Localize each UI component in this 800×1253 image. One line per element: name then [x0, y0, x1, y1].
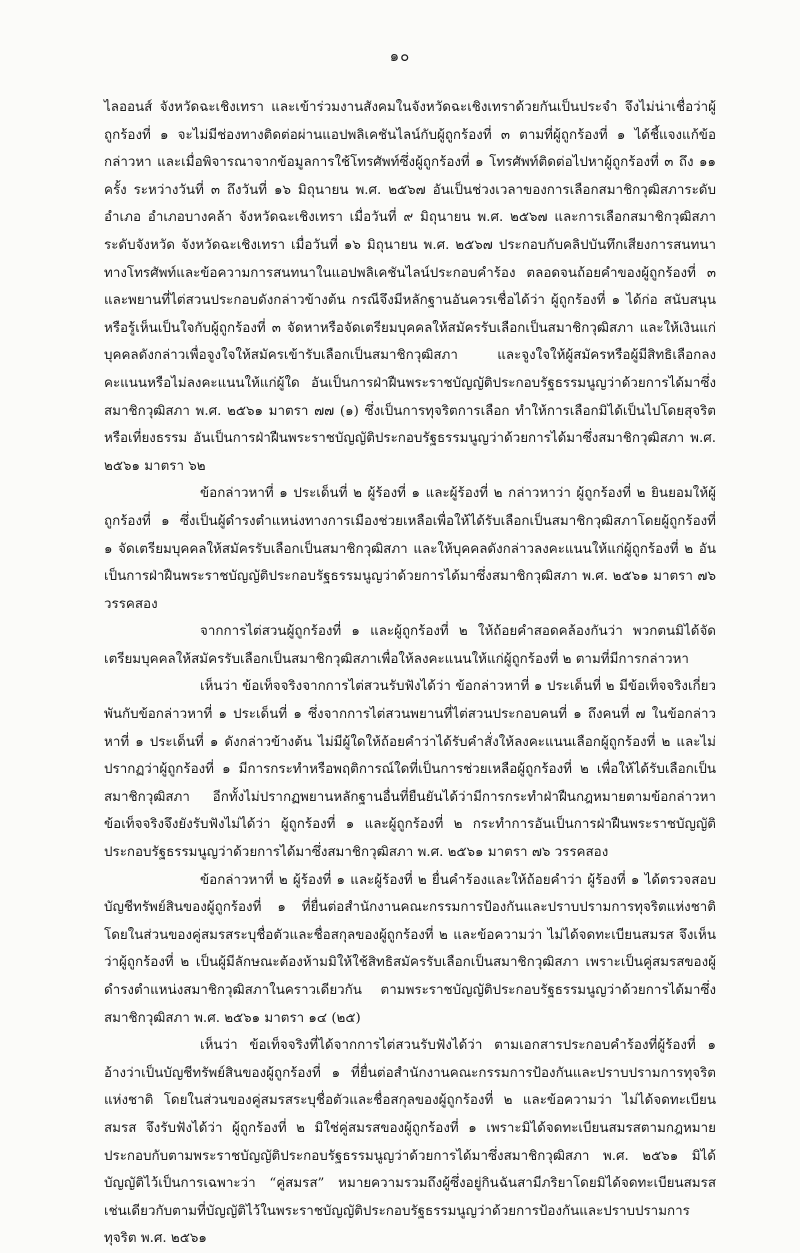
- paragraph-1-continuation: ไลออนส์ จังหวัดฉะเชิงเทรา และเข้าร่วมงานสังคมในจังหวัดฉะเชิงเทราด้วยกันเป็นประจำ จึงไม่น่าเชื่อว่าผู้ถูกร้องที่ ๑ จะไม่มีช่องทางติดต่อผ่านแอปพลิเคชันไลน์กับผู้ถูกร้องที่ ๓ ตามที่ผู้ถูกร้องที่ ๑ ได้ชี้แจงแก้ข้อกล่าวหา และเมื่อพิจารณาจากข้อมูลการใช้โทรศัพท์ซึ่งผู้ถูกร้องที่ ๑ โทรศัพท์ติดต่อไปหาผู้ถูกร้องที่ ๓ ถึง ๑๑ ครั้ง ระหว่างวันที่ ๓ ถึงวันที่ ๑๖ มิถุนายน พ.ศ. ๒๕๖๗ อันเป็นช่วงเวลาของการเลือกสมาชิกวุฒิสภาระดับอำเภอ อำเภอบางคล้า จังหวัดฉะเชิงเทรา เมื่อวันที่ ๙ มิถุนายน พ.ศ. ๒๕๖๗ และการเลือกสมาชิกวุฒิสภาระดับจังหวัด จังหวัดฉะเชิงเทรา เมื่อวันที่ ๑๖ มิถุนายน พ.ศ. ๒๕๖๗ ประกอบกับคลิปบันทึกเสียงการสนทนาทางโทรศัพท์และข้อความการสนทนาในแอปพลิเคชันไลน์ประกอบคำร้อง ตลอดจนถ้อยคำของผู้ถูกร้องที่ ๓ และพยานที่ไต่สวนประกอบดังกล่าวข้างต้น กรณีจึงมีหลักฐานอันควรเชื่อได้ว่า ผู้ถูกร้องที่ ๑ ได้ก่อ สนับสนุน หรือรู้เห็นเป็นใจกับผู้ถูกร้องที่ ๓ จัดหาหรือจัดเตรียมบุคคลให้สมัครรับเลือกเป็นสมาชิกวุฒิสภา และให้เงินแก่บุคคลดังกล่าวเพื่อจูงใจให้สมัครเข้ารับเลือกเป็นสมาชิกวุฒิสภา และจูงใจให้ผู้สมัครหรือผู้มีสิทธิเลือกลงคะแนนหรือไม่ลงคะแนนให้แก่ผู้ใด อันเป็นการฝ่าฝืนพระราชบัญญัติประกอบรัฐธรรมนูญว่าด้วยการได้มาซึ่งสมาชิกวุฒิสภา พ.ศ. ๒๕๖๑ มาตรา ๗๗ (๑) ซึ่งเป็นการทุจริตการเลือก ทำให้การเลือกมิได้เป็นไปโดยสุจริตหรือเที่ยงธรรม อันเป็นการฝ่าฝืนพระราชบัญญัติประกอบรัฐธรรมนูญว่าด้วยการได้มาซึ่งสมาชิกวุฒิสภา พ.ศ. ๒๕๖๑ มาตรา ๖๒: [104, 100, 716, 474]
- paragraph-allegation-2: ข้อกล่าวหาที่ ๒ ผู้ร้องที่ ๑ และผู้ร้องที่ ๒ ยื่นคำร้องและให้ถ้อยคำว่า ผู้ร้องที่ ๑ ได้ตรวจสอบบัญชีทรัพย์สินของผู้ถูกร้องที่ ๑ ที่ยื่นต่อสำนักงานคณะกรรมการป้องกันและปราบปรามการทุจริตแห่งชาติ โดยในส่วนของคู่สมรสระบุชื่อตัวและชื่อสกุลของผู้ถูกร้องที่ ๒ และข้อความว่า ไม่ได้จดทะเบียนสมรส จึงเห็นว่าผู้ถูกร้องที่ ๒ เป็นผู้มีลักษณะต้องห้ามมิให้ใช้สิทธิสมัครรับเลือกเป็นสมาชิกวุฒิสภา เพราะเป็นคู่สมรสของผู้ดำรงตำแหน่งสมาชิกวุฒิสภาในคราวเดียวกัน ตามพระราชบัญญัติประกอบรัฐธรรมนูญว่าด้วยการได้มาซึ่งสมาชิกวุฒิสภา พ.ศ. ๒๕๖๑ มาตรา ๑๔ (๒๕): [104, 872, 716, 1026]
- page-number: ๑๐: [389, 47, 411, 65]
- paragraph-respondent-testimony: จากการไต่สวนผู้ถูกร้องที่ ๑ และผู้ถูกร้องที่ ๒ ให้ถ้อยคำสอดคล้องกันว่า พวกตนมิได้จัดเตรียมบุคคลให้สมัครรับเลือกเป็นสมาชิกวุฒิสภาเพื่อให้ลงคะแนนให้แก่ผู้ถูกร้องที่ ๒ ตามที่มีการกล่าวหา: [104, 624, 716, 667]
- paragraph-allegation-1-issue-2: ข้อกล่าวหาที่ ๑ ประเด็นที่ ๒ ผู้ร้องที่ ๑ และผู้ร้องที่ ๒ กล่าวหาว่า ผู้ถูกร้องที่ ๒ ยินยอมให้ผู้ถูกร้องที่ ๑ ซึ่งเป็นผู้ดำรงตำแหน่งทางการเมืองช่วยเหลือเพื่อให้ได้รับเลือกเป็นสมาชิกวุฒิสภาโดยผู้ถูกร้องที่ ๑ จัดเตรียมบุคคลให้สมัครรับเลือกเป็นสมาชิกวุฒิสภา และให้บุคคลดังกล่าวลงคะแนนให้แก่ผู้ถูกร้องที่ ๒ อันเป็นการฝ่าฝืนพระราชบัญญัติประกอบรัฐธรรมนูญว่าด้วยการได้มาซึ่งสมาชิกวุฒิสภา พ.ศ. ๒๕๖๑ มาตรา ๗๖ วรรคสอง: [104, 486, 716, 612]
- body-text: [104, 94, 716, 1253]
- paragraph-finding-issue-2: เห็นว่า ข้อเท็จจริงจากการไต่สวนรับฟังได้ว่า ข้อกล่าวหาที่ ๑ ประเด็นที่ ๒ มีข้อเท็จจริงเกี่ยวพันกับข้อกล่าวหาที่ ๑ ประเด็นที่ ๑ ซึ่งจากการไต่สวนพยานที่ไต่สวนประกอบคนที่ ๑ ถึงคนที่ ๗ ในข้อกล่าวหาที่ ๑ ประเด็นที่ ๑ ดังกล่าวข้างต้น ไม่มีผู้ใดให้ถ้อยคำว่าได้รับคำสั่งให้ลงคะแนนเลือกผู้ถูกร้องที่ ๒ และไม่ปรากฏว่าผู้ถูกร้องที่ ๑ มีการกระทำหรือพฤติการณ์ใดที่เป็นการช่วยเหลือผู้ถูกร้องที่ ๒ เพื่อให้ได้รับเลือกเป็นสมาชิกวุฒิสภา อีกทั้งไม่ปรากฏพยานหลักฐานอื่นที่ยืนยันได้ว่ามีการกระทำฝ่าฝืนกฎหมายตามข้อกล่าวหา ข้อเท็จจริงจึงยังรับฟังไม่ได้ว่า ผู้ถูกร้องที่ ๑ และผู้ถูกร้องที่ ๒ กระทำการอันเป็นการฝ่าฝืนพระราชบัญญัติประกอบรัฐธรรมนูญว่าด้วยการได้มาซึ่งสมาชิกวุฒิสภา พ.ศ. ๒๕๖๑ มาตรา ๗๖ วรรคสอง: [104, 679, 716, 861]
- paragraph-finding-allegation-2: เห็นว่า ข้อเท็จจริงที่ได้จากการไต่สวนรับฟังได้ว่า ตามเอกสารประกอบคำร้องที่ผู้ร้องที่ ๑ อ้างว่าเป็นบัญชีทรัพย์สินของผู้ถูกร้องที่ ๑ ที่ยื่นต่อสำนักงานคณะกรรมการป้องกันและปราบปรามการทุจริตแห่งชาติ โดยในส่วนของคู่สมรสระบุชื่อตัวและชื่อสกุลของผู้ถูกร้องที่ ๒ และข้อความว่า ไม่ได้จดทะเบียนสมรส จึงรับฟังได้ว่า ผู้ถูกร้องที่ ๒ มิใช่คู่สมรสของผู้ถูกร้องที่ ๑ เพราะมิได้จดทะเบียนสมรสตามกฎหมาย ประกอบกับตามพระราชบัญญัติประกอบรัฐธรรมนูญว่าด้วยการได้มาซึ่งสมาชิกวุฒิสภา พ.ศ. ๒๕๖๑ มิได้บัญญัติไว้เป็นการเฉพาะว่า “คู่สมรส” หมายความรวมถึงผู้ซึ่งอยู่กินฉันสามีภริยาโดยมิได้จดทะเบียนสมรสเช่นเดียวกับตามที่บัญญัติไว้ในพระราชบัญญัติประกอบรัฐธรรมนูญว่าด้วยการป้องกันและปราบปรามการทุจริต พ.ศ. ๒๕๖๑: [104, 1038, 716, 1247]
